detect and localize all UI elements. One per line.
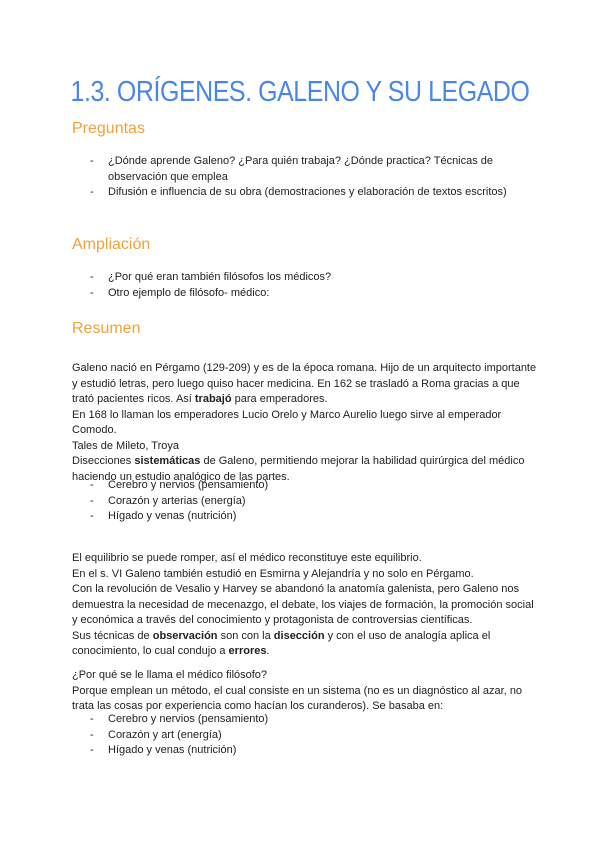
list-item: - Corazón y art (energía)	[72, 728, 542, 744]
list-item: - Cerebro y nervios (pensamiento)	[72, 712, 542, 728]
list-item: - Hígado y venas (nutrición)	[72, 509, 542, 525]
paragraph: Tales de Mileto, Troya	[72, 439, 179, 452]
organs-list-2	[72, 712, 542, 759]
list-item: - Difusión e influencia de su obra (demostraciones y elaboración de textos escritos)	[72, 185, 542, 201]
resumen-block-3	[72, 668, 537, 715]
list-item: - Otro ejemplo de filósofo- médico:	[72, 286, 542, 302]
list-item: - Cerebro y nervios (pensamiento)	[72, 478, 542, 494]
question-line: ¿Por qué se le llama el médico filósofo?	[72, 669, 268, 681]
paragraph: El equilibrio se puede romper, así el médico reconstituye este equilibrio.	[72, 552, 422, 564]
resumen-block-2	[72, 551, 537, 660]
paragraph: En el s. VI Galeno también estudió en Esmirna y Alejandría y no solo en Pérgamo.	[72, 567, 474, 580]
page-title: 1.3. ORÍGENES. GALENO Y SU LEGADO	[70, 76, 530, 108]
paragraph: Disecciones sistemáticas de Galeno, permitiendo mejorar la habilidad quirúrgica del médico haciendo un estudio analógico de las partes.	[72, 455, 525, 483]
paragraph: Sus técnicas de observación son con la disección y con el uso de analogía aplica el conocimiento, lo cual condujo a errores.	[72, 629, 491, 657]
heading-ampliacion: Ampliación	[72, 236, 151, 253]
preguntas-list	[72, 154, 542, 201]
ampliacion-list	[72, 270, 542, 301]
list-item: - ¿Dónde aprende Galeno? ¿Para quién trabaja? ¿Dónde practica? Técnicas de observación que emplea	[72, 154, 542, 185]
heading-resumen: Resumen	[72, 320, 141, 337]
list-item: - Corazón y arterias (energía)	[72, 494, 542, 510]
paragraph: En 168 lo llaman los emperadores Lucio Orelo y Marco Aurelio luego sirve al emperador Comodo.	[72, 408, 502, 436]
heading-preguntas: Preguntas	[72, 120, 145, 137]
resumen-block-1	[72, 361, 537, 485]
paragraph: Con la revolución de Vesalio y Harvey se abandonó la anatomía galenista, pero Galeno nos demuestra la necesidad de mecenazgo, el debate, los viajes de formación, la promoción social y económica a través del conocimiento y protagonista de controversias científicas.	[72, 583, 534, 626]
paragraph: Galeno nació en Pérgamo (129-209) y es de la época romana. Hijo de un arquitecto importante y estudió letras, pero luego quiso hacer medicina. En 162 se trasladó a Roma gracias a que trató pacientes ricos. Así trabajó para emperadores.	[72, 362, 537, 405]
list-item: - Hígado y venas (nutrición)	[72, 743, 542, 759]
paragraph: Porque emplean un método, el cual consiste en un sistema (no es un diagnóstico al azar, no trata las cosas por experiencia como hacían los curanderos). Se basaba en:	[72, 684, 523, 712]
organs-list-1	[72, 478, 542, 525]
list-item: - ¿Por qué eran también filósofos los médicos?	[72, 270, 542, 286]
